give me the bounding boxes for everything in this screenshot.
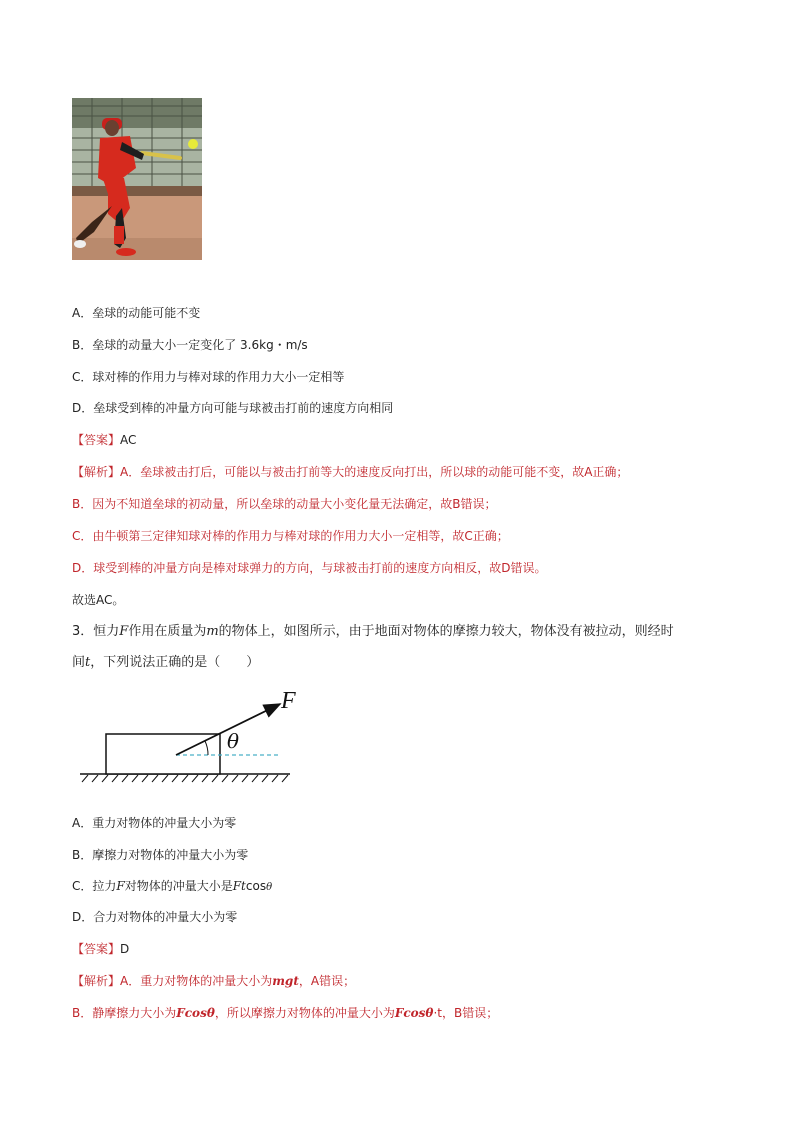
q3-stem-1c: 的物体上，如图所示，由于地面对物体的摩擦力较大，物体没有被拉动，则经时 — [218, 624, 674, 639]
q3-analysis-a-post: ，A错误； — [298, 974, 356, 988]
q2-analysis-d: D．球受到棒的冲量方向是棒对球弹力的方向，与球被击打前的速度方向相反，故D错误。 — [72, 561, 547, 575]
q2-conclusion: 故选AC。 — [72, 593, 125, 607]
q3-stem-line-1 — [72, 624, 674, 640]
block — [106, 734, 220, 774]
softball-batter-photo — [72, 98, 202, 260]
q2-answer-label: 【答案】 — [72, 433, 121, 447]
q2-analysis-c: C．由牛顿第三定律知球对棒的作用力与棒对球的作用力大小一定相等，故C正确； — [72, 529, 509, 543]
force-label: F — [281, 688, 296, 714]
q3-analysis-b-expr2: Fcosθ — [394, 1006, 434, 1020]
q3-answer-line — [72, 941, 129, 957]
q3-analysis-a-expr: mgt — [272, 974, 299, 988]
q2-analysis-label: 【解析】 — [72, 465, 121, 479]
q3-stem-2b: ，下列说法正确的是（ ） — [90, 655, 260, 670]
q3-analysis-label: 【解析】 — [72, 974, 121, 988]
q3-stem-1a: 3．恒力 — [72, 624, 120, 639]
q2-answer-line — [72, 432, 136, 448]
q3-option-b: B．摩擦力对物体的冲量大小为零 — [72, 848, 249, 862]
q2-option-b: B．垒球的动量大小一定变化了 3.6kg・m/s — [72, 338, 308, 352]
ground-hatching — [82, 775, 288, 782]
q3-option-d: D．合力对物体的冲量大小为零 — [72, 910, 238, 924]
q2-analysis-a-text: A．垒球被击打后，可能以与被击打前等大的速度反向打出，所以球的动能可能不变，故A正确； — [120, 465, 629, 479]
force-diagram — [72, 684, 302, 792]
q3-analysis-b-post: ，B错误； — [441, 1006, 499, 1020]
q3-answer: D — [120, 942, 130, 956]
q3-option-c-expr: Ft — [232, 879, 246, 893]
q3-stem-1b: 作用在质量为 — [128, 624, 207, 639]
q3-option-c — [72, 878, 272, 896]
q3-analysis-b-expr1: Fcosθ — [176, 1006, 215, 1020]
q3-option-c-cos: cos — [245, 879, 267, 893]
q3-stem-line-2 — [72, 655, 259, 671]
angle-label: θ — [227, 729, 240, 753]
q3-option-a: A．重力对物体的冲量大小为零 — [72, 816, 237, 830]
q3-option-c-pre: C．拉力 — [72, 879, 117, 893]
q2-option-d: D．垒球受到棒的冲量方向可能与球被击打前的速度方向相同 — [72, 401, 394, 415]
q2-option-a: A．垒球的动能可能不变 — [72, 306, 201, 320]
q3-stem-m: m — [206, 624, 219, 639]
q3-stem-t: t — [85, 655, 91, 670]
q2-analysis-a — [72, 464, 628, 480]
q3-analysis-b-pre: B．静摩擦力大小为 — [72, 1006, 177, 1020]
q3-option-c-mid: 对物体的冲量大小是 — [124, 879, 233, 893]
q3-analysis-a — [72, 973, 355, 989]
q2-analysis-b: B．因为不知道垒球的初动量，所以垒球的动量大小变化量无法确定，故B错误； — [72, 497, 497, 511]
q3-analysis-b-dot: ·t — [433, 1006, 442, 1020]
q3-analysis-b-mid: ，所以摩擦力对物体的冲量大小为 — [214, 1006, 395, 1020]
q2-option-c: C．球对棒的作用力与棒对球的作用力大小一定相等 — [72, 370, 345, 384]
q3-analysis-b — [72, 1005, 498, 1021]
q3-option-c-theta: θ — [266, 882, 273, 893]
q3-stem-F: F — [119, 624, 129, 639]
q3-option-c-F: F — [116, 879, 125, 893]
q3-answer-label: 【答案】 — [72, 942, 121, 956]
q3-stem-2a: 间 — [72, 655, 86, 670]
q3-analysis-a-pre: A．重力对物体的冲量大小为 — [120, 974, 273, 988]
q2-answer: AC — [120, 433, 137, 447]
